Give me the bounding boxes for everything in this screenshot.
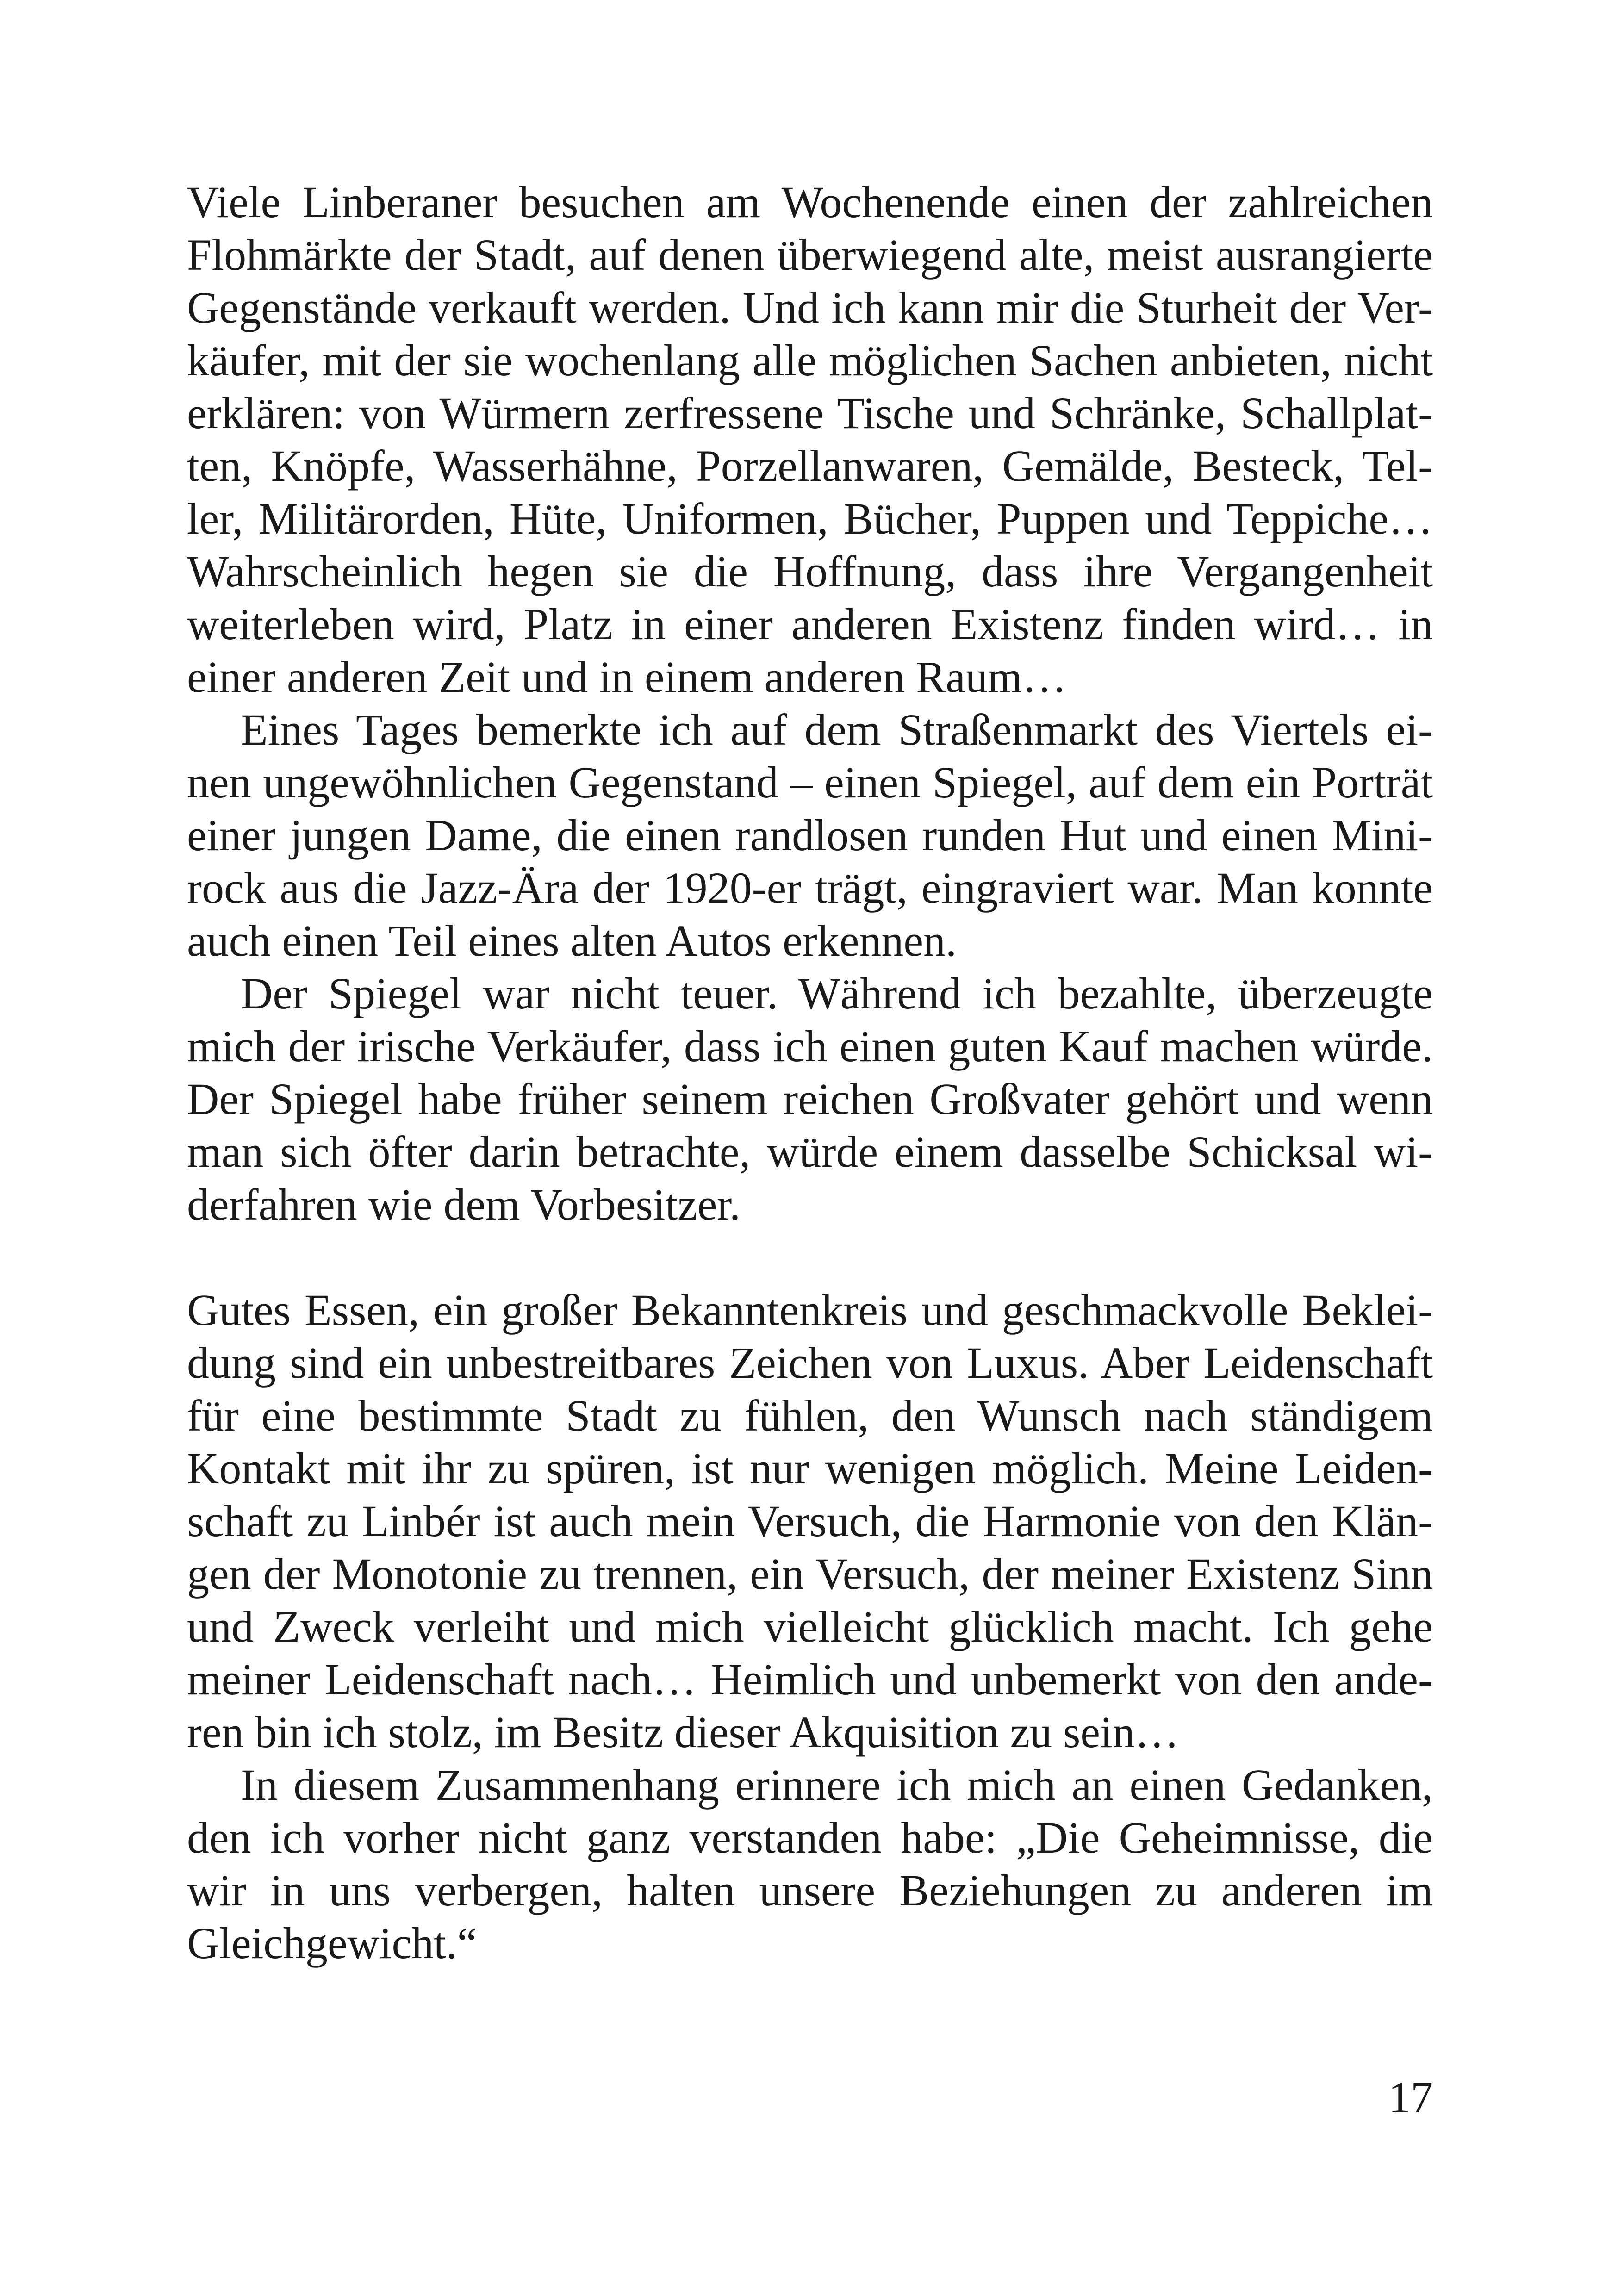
text-line: einer anderen Zeit und in einem anderen Raum… [187, 652, 1067, 702]
paragraph-4 [187, 1284, 1433, 1759]
text-line: den ich vorher nicht ganz verstanden habe: „Die Geheimnisse, die [187, 1813, 1433, 1862]
text-line: ren bin ich stolz, im Besitz dieser Akquisition zu sein… [187, 1707, 1179, 1757]
text-line: Gutes Essen, ein großer Bekanntenkreis und geschmackvolle Beklei- [187, 1285, 1433, 1335]
text-line: mich der irische Verkäufer, dass ich einen guten Kauf machen würde. [187, 1021, 1433, 1071]
text-line: ten, Knöpfe, Wasserhähne, Porzellanwaren, Gemälde, Besteck, Tel- [187, 441, 1433, 491]
paragraph-1 [187, 176, 1433, 703]
text-line: Wahrscheinlich hegen sie die Hoffnung, dass ihre Vergangenheit [187, 547, 1433, 596]
text-line: für eine bestimmte Stadt zu fühlen, den Wunsch nach ständigem [187, 1391, 1433, 1440]
text-line: dung sind ein unbestreitbares Zeichen von Luxus. Aber Leidenschaft [187, 1338, 1433, 1388]
text-line: käufer, mit der sie wochenlang alle möglichen Sachen anbieten, nicht [187, 336, 1433, 385]
text-line: Gleichgewicht.“ [187, 1918, 477, 1968]
text-line: weiterleben wird, Platz in einer anderen Existenz finden wird… in [187, 599, 1433, 649]
text-line: Der Spiegel war nicht teuer. Während ich bezahlte, überzeugte [241, 969, 1433, 1018]
text-line: Flohmärkte der Stadt, auf denen überwiegend alte, meist ausrangierte [187, 230, 1433, 280]
text-line: meiner Leidenschaft nach… Heimlich und unbemerkt von den ande- [187, 1655, 1433, 1704]
paragraph-5 [187, 1759, 1433, 1970]
text-line: man sich öfter darin betrachte, würde einem dasselbe Schicksal wi- [187, 1127, 1433, 1176]
text-line: wir in uns verbergen, halten unsere Beziehungen zu anderen im [187, 1866, 1433, 1915]
text-line: Eines Tages bemerkte ich auf dem Straßenmarkt des Viertels ei- [241, 705, 1433, 754]
text-line: Kontakt mit ihr zu spüren, ist nur wenigen möglich. Meine Leiden- [187, 1444, 1433, 1493]
text-line: Der Spiegel habe früher seinem reichen Großvater gehört und wenn [187, 1074, 1433, 1124]
section-break [187, 1231, 1433, 1284]
book-page-body [187, 176, 1433, 1970]
text-line: ler, Militärorden, Hüte, Uniformen, Bücher, Puppen und Teppiche… [187, 494, 1433, 543]
text-line: gen der Monotonie zu trennen, ein Versuch, der meiner Existenz Sinn [187, 1549, 1433, 1599]
text-line: einer jungen Dame, die einen randlosen runden Hut und einen Mini- [187, 810, 1433, 860]
text-line: In diesem Zusammenhang erinnere ich mich an einen Gedanken, [241, 1760, 1433, 1810]
text-line: Gegenstände verkauft werden. Und ich kann mir die Sturheit der Ver- [187, 283, 1433, 332]
text-line: schaft zu Linbér ist auch mein Versuch, die Harmonie von den Klän- [187, 1496, 1433, 1546]
text-line: Viele Linberaner besuchen am Wochenende einen der zahlreichen [187, 177, 1433, 227]
page-number: 17 [1388, 2072, 1433, 2122]
text-line: auch einen Teil eines alten Autos erkennen. [187, 916, 957, 965]
text-line: und Zweck verleiht und mich vielleicht glücklich macht. Ich gehe [187, 1602, 1433, 1651]
paragraph-3 [187, 967, 1433, 1231]
text-line: rock aus die Jazz-Ära der 1920-er trägt, eingraviert war. Man konnte [187, 863, 1433, 913]
text-line: erklären: von Würmern zerfressene Tische und Schränke, Schallplat- [187, 388, 1433, 438]
paragraph-2 [187, 703, 1433, 967]
text-line: derfahren wie dem Vorbesitzer. [187, 1180, 741, 1229]
text-line: nen ungewöhnlichen Gegenstand – einen Spiegel, auf dem ein Porträt [187, 758, 1433, 807]
